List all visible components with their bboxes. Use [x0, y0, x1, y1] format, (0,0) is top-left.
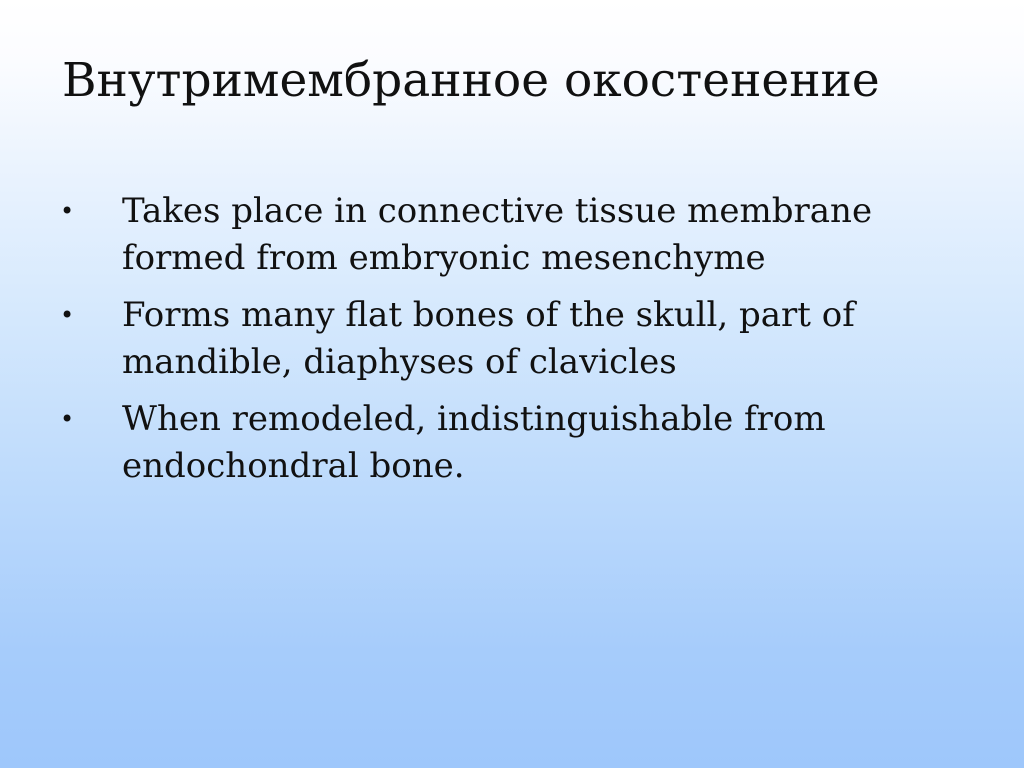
- bullet-dot-icon: •: [60, 301, 75, 329]
- bullet-item: [60, 188, 960, 282]
- bullet-item: [60, 396, 960, 490]
- bullet-item: [60, 292, 960, 386]
- bullet-text: Takes place in connective tissue membrane formed from embryonic mesenchyme: [122, 191, 873, 278]
- bullet-text: When remodeled, indistinguishable from endochondral bone.: [122, 399, 826, 486]
- slide-title: Внутримембранное окостенение: [62, 53, 880, 108]
- bullet-dot-icon: •: [60, 405, 75, 433]
- bullet-text: Forms many flat bones of the skull, part of mandible, diaphyses of clavicles: [122, 295, 855, 382]
- bullet-list: [60, 188, 960, 500]
- bullet-dot-icon: •: [60, 197, 75, 225]
